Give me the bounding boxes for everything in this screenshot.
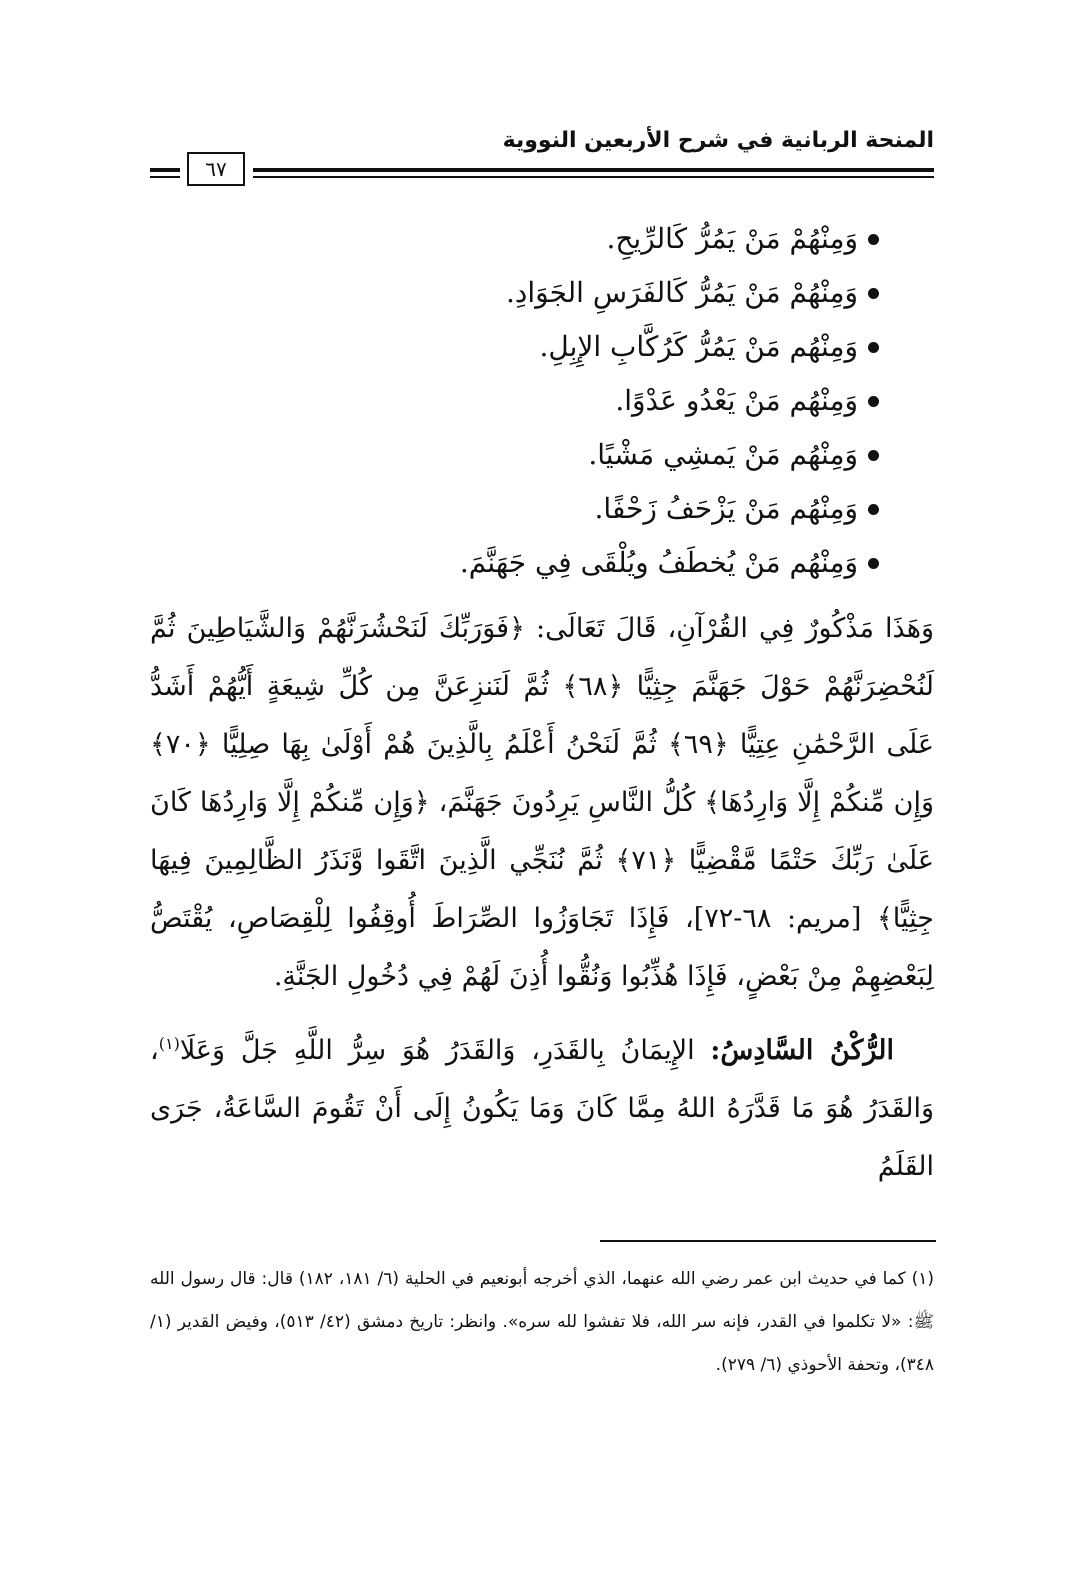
running-title: المنحة الربانية في شرح الأربعين النووية bbox=[502, 128, 934, 153]
page-number: ٦٧ bbox=[187, 152, 245, 186]
pillar-paragraph bbox=[150, 1022, 934, 1196]
bullet-icon bbox=[868, 450, 879, 461]
footnote: (١) كما في حديث ابن عمر رضي الله عنهما، الذي أخرجه أبونعيم في الحلية (٦/ ١٨١، ١٨٢) قال: قال رسول الله ﷺ: «لا تكلموا في القدر، فإنه سر الله، فلا تفشوا لله سره». وانظر: تاريخ دمشق (٤٢/ ٥١٣)، وفيض القدير (١/ ٣٤٨)، وتحفة الأحوذي (٦/ ٢٧٩). bbox=[150, 1269, 934, 1375]
list-item bbox=[460, 428, 879, 482]
list-item-text: وَمِنْهُمْ مَنْ يَمُرُّ كَالفَرَسِ الجَوَادِ. bbox=[505, 276, 858, 309]
header-rule-right bbox=[253, 168, 934, 172]
header-rule-left-thin bbox=[150, 176, 180, 178]
list-item bbox=[460, 374, 879, 428]
list-item bbox=[460, 212, 879, 266]
list-item-text: وَمِنْهُم مَنْ يَمُرُّ كَرُكَّابِ الإِبِلِ. bbox=[539, 330, 858, 363]
list-item-text: وَمِنْهُم مَنْ يُخطَفُ ويُلْقَى فِي جَهَنَّمَ. bbox=[459, 546, 858, 579]
bullet-icon bbox=[868, 504, 879, 515]
list-item bbox=[460, 482, 879, 536]
footnote-divider bbox=[600, 1240, 936, 1242]
pillar-text-continued: ، وَالقَدَرُ هُوَ مَا قَدَّرَهُ اللهُ مِمَّا كَانَ وَمَا يَكُونُ إِلَى أَنْ تَقُومَ السَّاعَةُ، جَرَى القَلَمُ bbox=[150, 1035, 934, 1182]
bullet-icon bbox=[868, 288, 879, 299]
list-item bbox=[460, 536, 879, 590]
bullet-icon bbox=[868, 342, 879, 353]
pillar-text: الإِيمَانُ بِالقَدَرِ، وَالقَدَرُ هُوَ سِرُّ اللَّهِ جَلَّ وَعَلَا bbox=[179, 1035, 695, 1066]
list-item bbox=[460, 320, 879, 374]
quran-paragraph: وَهَذَا مَذْكُورٌ فِي القُرْآنِ، قَالَ تَعَالَى: ﴿فَوَرَبِّكَ لَنَحْشُرَنَّهُمْ وَالشَّيَاطِينَ ثُمَّ لَنُحْضِرَنَّهُمْ حَوْلَ جَهَنَّمَ جِثِيًّا ﴿٦٨﴾ ثُمَّ لَنَنزِعَنَّ مِن كُلِّ شِيعَةٍ أَيُّهُمْ أَشَدُّ عَلَى الرَّحْمَٰنِ عِتِيًّا ﴿٦٩﴾ ثُمَّ لَنَحْنُ أَعْلَمُ بِالَّذِينَ هُمْ أَوْلَىٰ بِهَا صِلِيًّا ﴿٧٠﴾ وَإِن مِّنكُمْ إِلَّا وَارِدُهَا﴾ كُلُّ النَّاسِ يَرِدُونَ جَهَنَّمَ، ﴿وَإِن مِّنكُمْ إِلَّا وَارِدُهَا كَانَ عَلَىٰ رَبِّكَ حَتْمًا مَّقْضِيًّا ﴿٧١﴾ ثُمَّ نُنَجِّي الَّذِينَ اتَّقَوا وَّنَذَرُ الظَّالِمِينَ فِيهَا جِثِيًّا﴾ [مريم: ٦٨-٧٢]، فَإِذَا تَجَاوَزُوا الصِّرَاطَ أُوقِفُوا لِلْقِصَاصِ، يُقْتَصُّ لِبَعْضِهِمْ مِنْ بَعْضٍ، فَإِذَا هُذِّبُوا وَنُقُّوا أُذِنَ لَهُمْ فِي دُخُولِ الجَنَّةِ. bbox=[150, 613, 934, 992]
header-rule-right-thin bbox=[253, 176, 934, 178]
list-item-text: وَمِنْهُم مَنْ يَمشِي مَشْيًا. bbox=[588, 438, 858, 471]
footnote-reference[interactable]: (١) bbox=[158, 1034, 180, 1053]
bullet-icon bbox=[868, 558, 879, 569]
bullet-list bbox=[460, 212, 879, 590]
list-item-text: وَمِنْهُم مَنْ يَعْدُو عَدْوًا. bbox=[615, 384, 858, 417]
list-item-text: وَمِنْهُم مَنْ يَزْحَفُ زَحْفًا. bbox=[594, 492, 858, 525]
bullet-icon bbox=[868, 234, 879, 245]
list-item-text: وَمِنْهُمْ مَنْ يَمُرُّ كَالرِّيحِ. bbox=[606, 222, 858, 255]
pillar-heading: الرُّكْنُ السَّادِسُ: bbox=[710, 1035, 894, 1066]
bullet-icon bbox=[868, 396, 879, 407]
list-item bbox=[460, 266, 879, 320]
header-rule-left bbox=[150, 168, 180, 172]
